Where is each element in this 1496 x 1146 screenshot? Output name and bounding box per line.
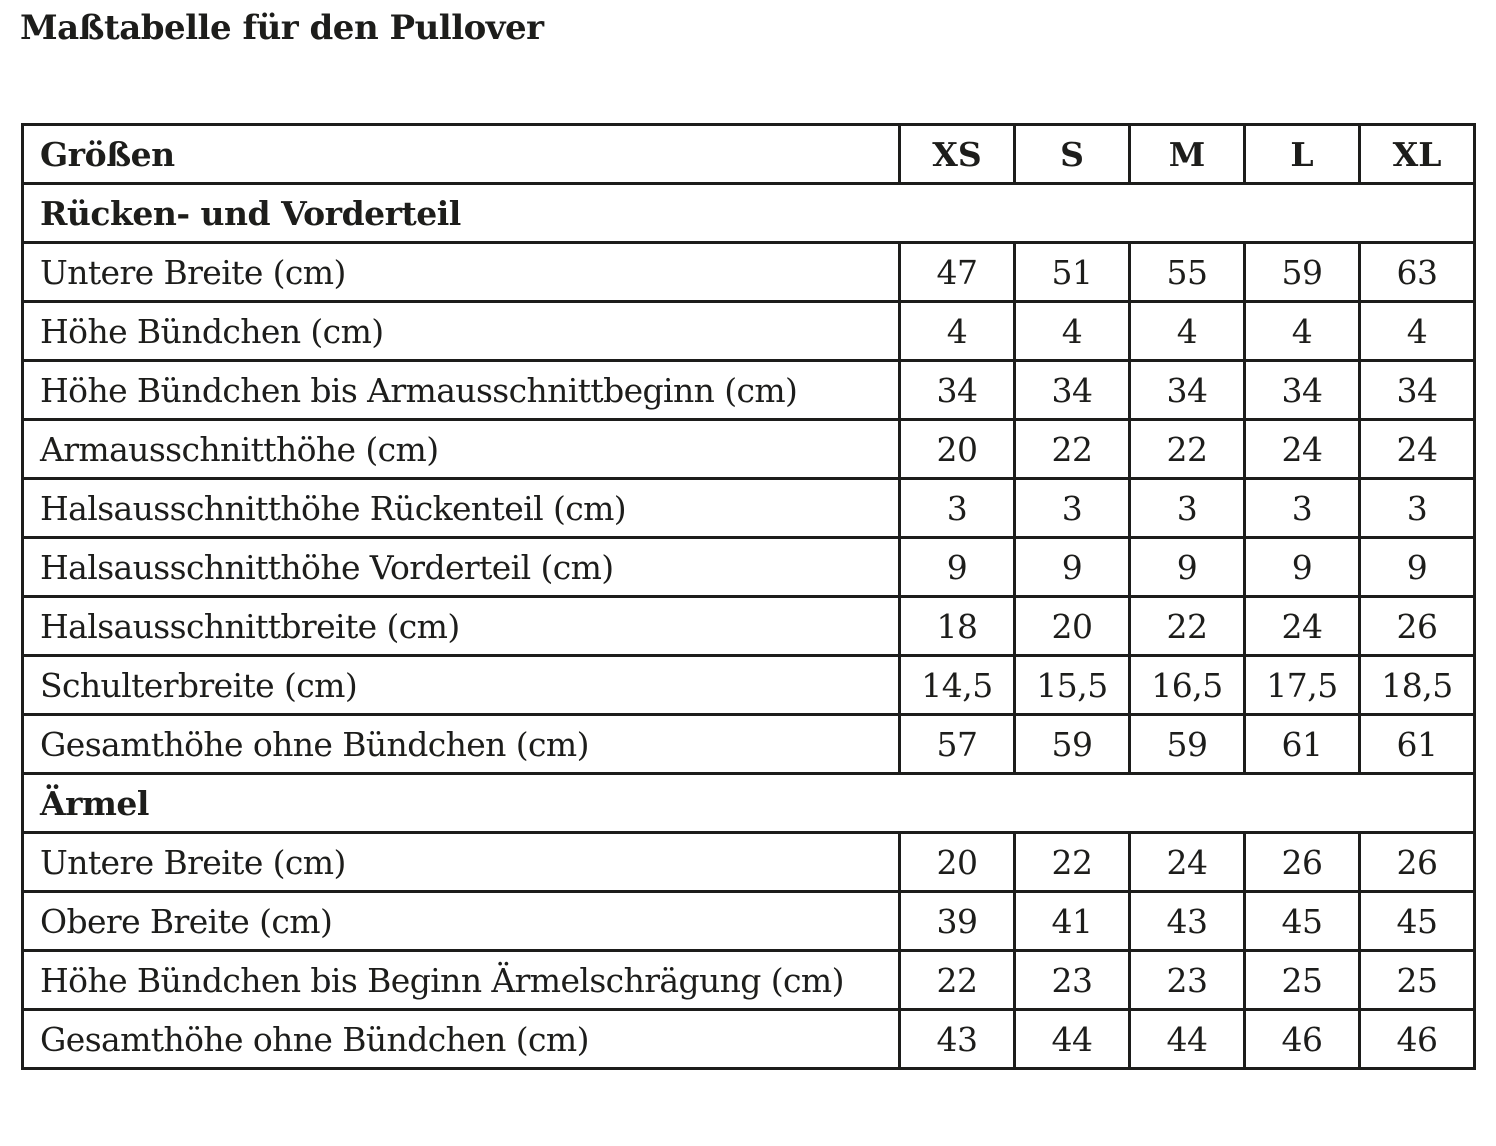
measurement-label: Untere Breite (cm) [23,833,900,892]
size-header-xl: XL [1360,125,1475,184]
table-row [23,420,1475,479]
table-row [23,302,1475,361]
table-row [23,715,1475,774]
measurement-value: 59 [1130,715,1245,774]
measurement-label: Untere Breite (cm) [23,243,900,302]
measurement-value: 3 [1360,479,1475,538]
size-table-header [23,125,1475,184]
size-table [21,123,1476,1070]
measurement-value: 46 [1245,1010,1360,1069]
measurement-value: 22 [900,951,1015,1010]
measurement-value: 18 [900,597,1015,656]
measurement-value: 22 [1130,420,1245,479]
measurement-value: 44 [1130,1010,1245,1069]
measurement-label: Armausschnitthöhe (cm) [23,420,900,479]
measurement-value: 3 [1130,479,1245,538]
measurement-value: 22 [1130,597,1245,656]
page-title: Maßtabelle für den Pullover [20,8,544,48]
measurement-value: 24 [1130,833,1245,892]
measurement-label: Halsausschnitthöhe Vorderteil (cm) [23,538,900,597]
measurement-value: 26 [1360,597,1475,656]
measurement-value: 4 [1360,302,1475,361]
section-heading: Ärmel [23,774,1475,833]
size-header-xs: XS [900,125,1015,184]
measurement-value: 15,5 [1015,656,1130,715]
measurement-value: 47 [900,243,1015,302]
table-row [23,538,1475,597]
section-row [23,184,1475,243]
header-label: Größen [23,125,900,184]
measurement-value: 22 [1015,833,1130,892]
measurement-value: 26 [1245,833,1360,892]
measurement-value: 61 [1245,715,1360,774]
measurement-label: Halsausschnitthöhe Rückenteil (cm) [23,479,900,538]
measurement-value: 59 [1015,715,1130,774]
measurement-label: Höhe Bündchen bis Armausschnittbeginn (cm) [23,361,900,420]
measurement-label: Schulterbreite (cm) [23,656,900,715]
measurement-value: 51 [1015,243,1130,302]
measurement-label: Höhe Bündchen (cm) [23,302,900,361]
measurement-value: 3 [1245,479,1360,538]
measurement-value: 16,5 [1130,656,1245,715]
measurement-value: 34 [1015,361,1130,420]
measurement-value: 34 [1360,361,1475,420]
measurement-label: Halsausschnittbreite (cm) [23,597,900,656]
measurement-value: 63 [1360,243,1475,302]
measurement-value: 3 [900,479,1015,538]
measurement-value: 24 [1245,420,1360,479]
size-table-body [23,184,1475,1069]
table-row [23,479,1475,538]
measurement-value: 55 [1130,243,1245,302]
table-row [23,951,1475,1010]
measurement-value: 4 [1015,302,1130,361]
measurement-label: Höhe Bündchen bis Beginn Ärmelschrägung (cm) [23,951,900,1010]
table-row [23,361,1475,420]
table-row [23,656,1475,715]
size-header-s: S [1015,125,1130,184]
measurement-value: 18,5 [1360,656,1475,715]
measurement-value: 23 [1015,951,1130,1010]
measurement-value: 22 [1015,420,1130,479]
measurement-value: 25 [1245,951,1360,1010]
measurement-value: 34 [1245,361,1360,420]
measurement-value: 23 [1130,951,1245,1010]
measurement-value: 24 [1245,597,1360,656]
table-row [23,243,1475,302]
measurement-value: 43 [900,1010,1015,1069]
table-row [23,597,1475,656]
measurement-value: 61 [1360,715,1475,774]
section-row [23,774,1475,833]
measurement-value: 3 [1015,479,1130,538]
measurement-value: 34 [900,361,1015,420]
measurement-value: 25 [1360,951,1475,1010]
measurement-value: 45 [1360,892,1475,951]
measurement-value: 17,5 [1245,656,1360,715]
measurement-value: 41 [1015,892,1130,951]
measurement-label: Obere Breite (cm) [23,892,900,951]
measurement-label: Gesamthöhe ohne Bündchen (cm) [23,1010,900,1069]
measurement-value: 20 [1015,597,1130,656]
table-row [23,1010,1475,1069]
measurement-value: 34 [1130,361,1245,420]
measurement-value: 9 [1015,538,1130,597]
measurement-value: 9 [1245,538,1360,597]
measurement-value: 44 [1015,1010,1130,1069]
measurement-value: 59 [1245,243,1360,302]
measurement-label: Gesamthöhe ohne Bündchen (cm) [23,715,900,774]
table-row [23,833,1475,892]
measurement-value: 9 [1130,538,1245,597]
size-header-l: L [1245,125,1360,184]
measurement-value: 4 [1130,302,1245,361]
measurement-value: 24 [1360,420,1475,479]
measurement-value: 4 [1245,302,1360,361]
measurement-value: 4 [900,302,1015,361]
header-row [23,125,1475,184]
measurement-value: 9 [1360,538,1475,597]
measurement-value: 14,5 [900,656,1015,715]
measurement-value: 20 [900,420,1015,479]
measurement-value: 45 [1245,892,1360,951]
measurement-value: 26 [1360,833,1475,892]
measurement-value: 57 [900,715,1015,774]
measurement-value: 9 [900,538,1015,597]
section-heading: Rücken- und Vorderteil [23,184,1475,243]
measurement-value: 46 [1360,1010,1475,1069]
measurement-value: 43 [1130,892,1245,951]
table-row [23,892,1475,951]
measurement-value: 20 [900,833,1015,892]
measurement-value: 39 [900,892,1015,951]
size-header-m: M [1130,125,1245,184]
